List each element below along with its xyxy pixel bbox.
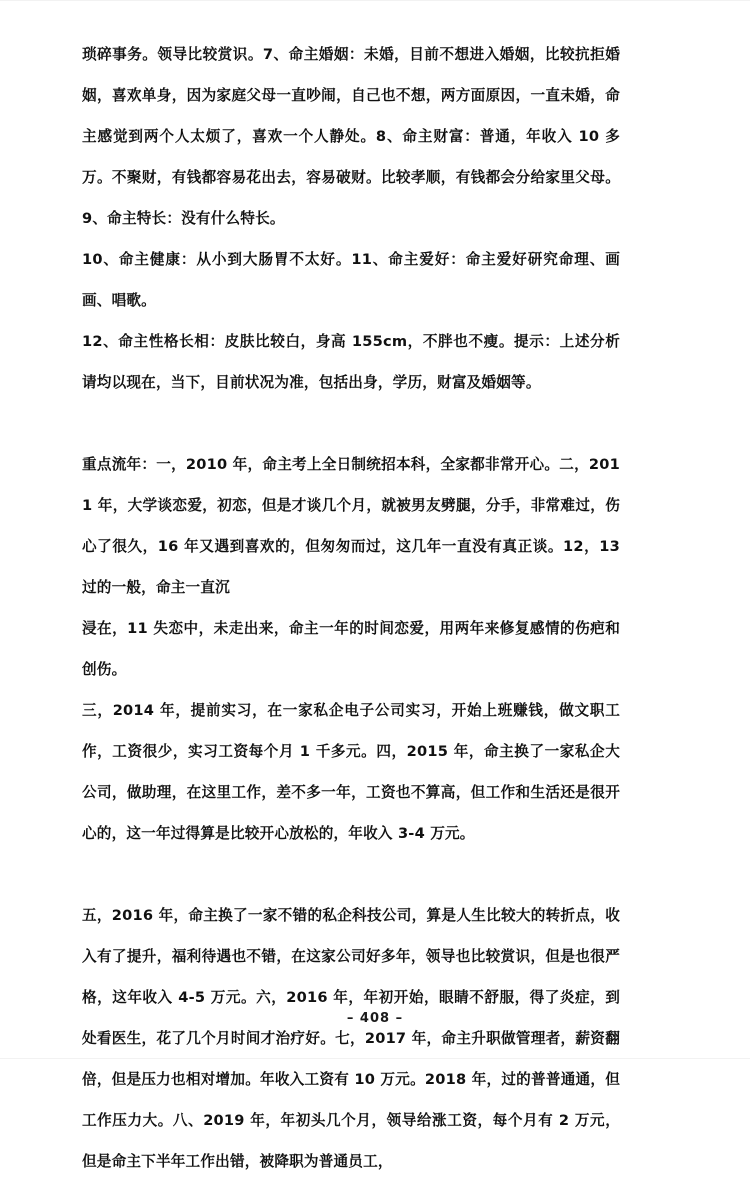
paragraph-key-years-3: 三，2014 年，提前实习，在一家私企电子公司实习，开始上班赚钱，做文职工作，工资很少，实习工资每个月 1 千多元。四，2015 年，命主换了一家私企大公司，做助理，在这里工作，差不多一年，工资也不算高，但工作和生活还是很开心的，这一年过得算是比较开心放松的，年收入 3-4 万元。 [82, 702, 620, 842]
paragraph-key-years-2: 浸在，11 失恋中，未走出来，命主一年的时间恋爱，用两年来修复感情的伤疤和创伤。 [82, 620, 620, 678]
paragraph-key-years-4: 五，2016 年，命主换了一家不错的私企科技公司，算是人生比较大的转折点，收入有了提升，福利待遇也不错，在这家公司好多年，领导也比较赏识，但是也很严格，这年收入 4-5 万元。六，2016 年，年初开始，眼睛不舒服，得了炎症，到处看医生，花了几个月时间才治疗好。七，2017 年，命主升职做管理者，薪资翻倍，但是压力也相对增加。年收入工资有 10 万元。2018 年，过的普普通通，但工作压力大。八、2019 年，年初头几个月，领导给涨工资，每个月有 2 万元，但是命主下半年工作出错，被降职为普通员工， [82, 907, 620, 1170]
scan-edge-top [0, 0, 750, 1]
page-number: – 408 – [346, 1011, 404, 1026]
paragraph-profile-items-cont: 10、命主健康：从小到大肠胃不太好。11、命主爱好：命主爱好研究命理、画画、唱歌。 [82, 251, 620, 309]
paragraph-profile-items: 琐碎事务。领导比较赏识。7、命主婚姻：未婚，目前不想进入婚姻，比较抗拒婚姻，喜欢单身，因为家庭父母一直吵闹，自己也不想，两方面原因，一直未婚，命主感觉到两个人太烦了，喜欢一个人静处。8、命主财富：普通，年收入 10 多万。不聚财，有钱都容易花出去，容易破财。比较孝顺，有钱都会分给家里父母。9、命主特长：没有什么特长。 [82, 46, 620, 227]
paragraph-key-years-1: 重点流年：一，2010 年，命主考上全日制统招本科，全家都非常开心。二，2011 年，大学谈恋爱，初恋，但是才谈几个月，就被男友劈腿，分手，非常难过，伤心了很久，16 年又遇到喜欢的，但匆匆而过，这几年一直没有真正谈。12，13 过的一般，命主一直沉 [82, 456, 620, 596]
paragraph-profile-items-cont2: 12、命主性格长相：皮肤比较白，身高 155cm，不胖也不瘦。提示：上述分析请均以现在，当下，目前状况为准，包括出身，学历，财富及婚姻等。 [82, 333, 620, 391]
document-body-column [82, 34, 620, 1182]
